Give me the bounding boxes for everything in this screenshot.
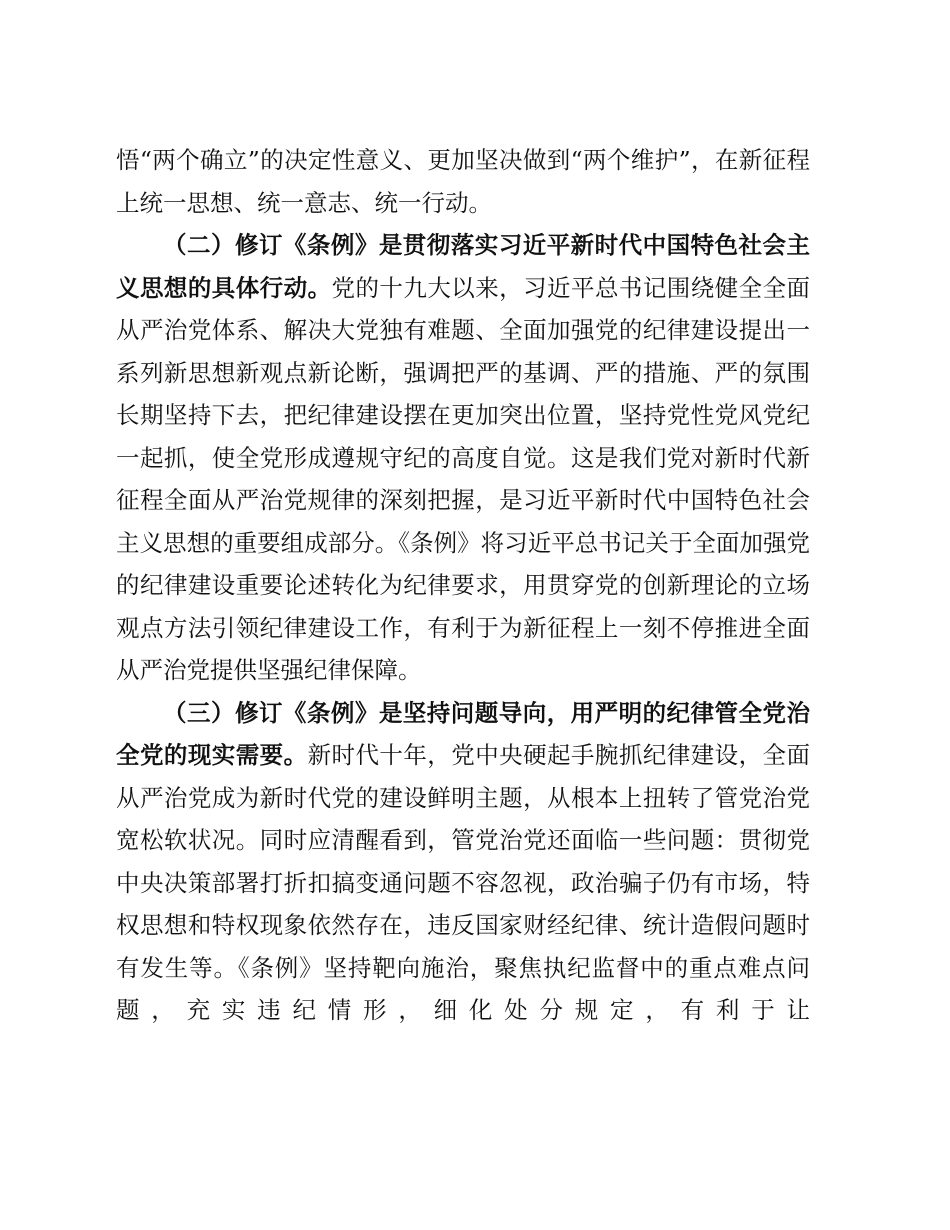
paragraph-3-text: 新时代十年，党中央硬起手腕抓纪律建设，全面从严治党成为新时代党的建设鲜明主题，从根本上扭转了管党治党宽松软状况。同时应清醒看到，管党治党还面临一些问题：贯彻党中央决策部署打折扣搞变通问题不容忽视，政治骗子仍有市场，特权思想和特权现象依然存在，违反国家财经纪律、统计造假问题时有发生等。《条例》坚持靶向施治，聚焦执纪监督中的重点难点问题，充实违纪情形，细化处分规定，有利于让 (116, 741, 811, 1024)
paragraph-2 (116, 224, 810, 692)
paragraph-2-heading: （二）修订《条例》是贯彻落实习近平新时代中国特色社会主义思想的具体行动。 (116, 231, 810, 302)
paragraph-3-heading: （三）修订《条例》是坚持问题导向，用严明的纪律管全党治全党的现实需要。 (116, 698, 810, 769)
paragraph-1 (116, 139, 810, 224)
paragraph-1-text: 悟“两个确立”的决定性意义、更加坚决做到“两个维护”，在新征程上统一思想、统一意志、统一行动。 (116, 146, 810, 217)
paragraph-2-text: 党的十九大以来，习近平总书记围绕健全全面从严治党体系、解决大党独有难题、全面加强党的纪律建设提出一系列新思想新观点新论断，强调把严的基调、严的措施、严的氛围长期坚持下去，把纪律建设摆在更加突出位置，坚持党性党风党纪一起抓，使全党形成遵规守纪的高度自觉。这是我们党对新时代新征程全面从严治党规律的深刻把握，是习近平新时代中国特色社会主义思想的重要组成部分。《条例》将习近平总书记关于全面加强党的纪律建设重要论述转化为纪律要求，用贯穿党的创新理论的立场观点方法引领纪律建设工作，有利于为新征程上一刻不停推进全面从严治党提供坚强纪律保障。 (116, 273, 811, 684)
paragraph-3 (116, 692, 810, 1032)
document-page (116, 139, 810, 1032)
